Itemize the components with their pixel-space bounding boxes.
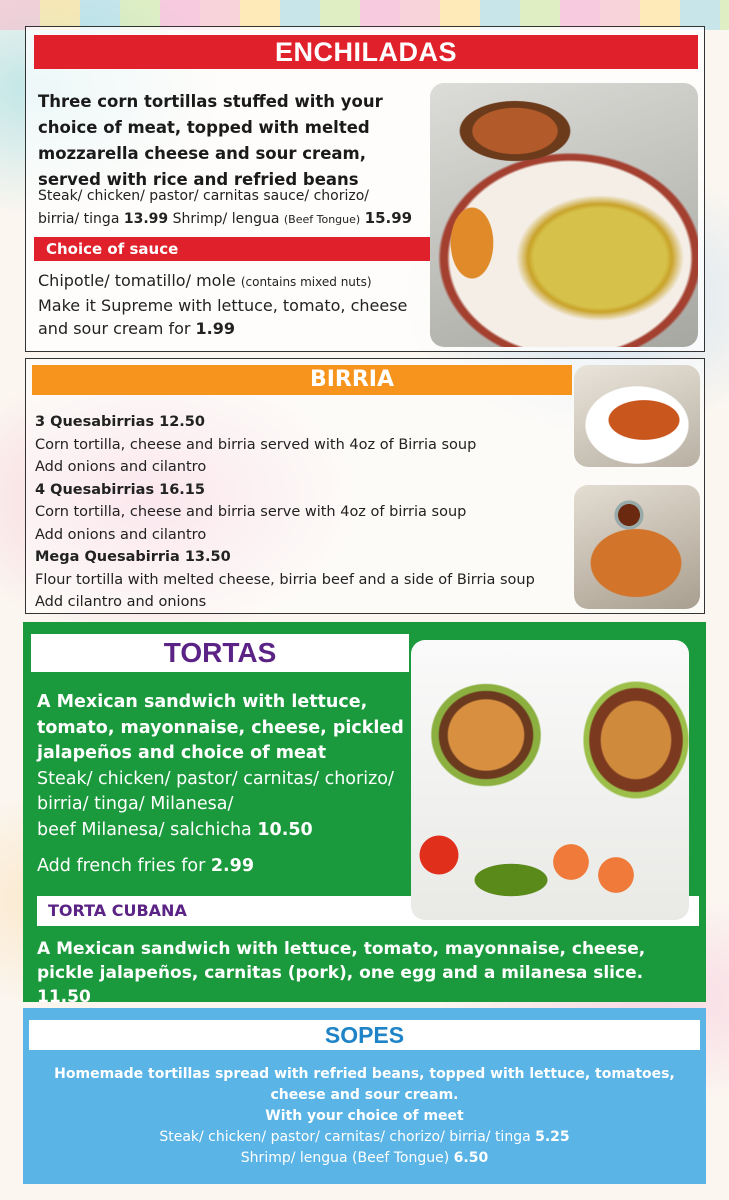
sauce-list: Chipotle/ tomatillo/ mole — [38, 271, 241, 290]
birria-item-extra: Add cilantro and onions — [35, 594, 207, 610]
sauce-options — [38, 269, 438, 340]
enchiladas-price-1: 13.99 — [123, 211, 169, 227]
supreme-text: Make it Supreme with lettuce, tomato, cheese and sour cream for — [38, 296, 408, 338]
sauce-title: Choice of sauce — [34, 237, 432, 261]
sopes-section — [23, 1008, 706, 1184]
tortas-meats-line1: Steak/ chicken/ pastor/ carnitas/ chorizo/ — [37, 768, 394, 789]
torta-cubana-description: A Mexican sandwich with lettuce, tomato, mayonnaise, cheese, pickle jalapeños, carnitas (pork), one egg and a milanesa slice. 11.50 — [37, 939, 646, 1007]
tortas-description: A Mexican sandwich with lettuce, tomato, mayonnaise, cheese, pickled jalapeños and choice of meat — [37, 692, 404, 763]
sopes-line3: With your choice of meet — [265, 1108, 464, 1124]
tortas-meats-line3: beef Milanesa/ salchicha — [37, 819, 258, 840]
enchiladas-meats-line2a: birria/ tinga — [38, 211, 124, 227]
enchiladas-description: Three corn tortillas stuffed with your choice of meat, topped with melted mozzarella cheese and sour cream, served with rice and refried beans — [38, 92, 383, 189]
enchiladas-photo — [430, 83, 698, 347]
enchiladas-meats-line1: Steak/ chicken/ pastor/ carnitas sauce/ chorizo/ — [38, 188, 369, 204]
tortas-section — [23, 622, 706, 1007]
birria-items — [35, 411, 575, 614]
birria-item-name: Mega Quesabirria 13.50 — [35, 549, 231, 565]
birria-item-extra: Add onions and cilantro — [35, 459, 207, 475]
sopes-title: SOPES — [29, 1020, 700, 1050]
mega-quesabirria-photo — [574, 485, 700, 609]
sopes-meats: Steak/ chicken/ pastor/ carnitas/ chorizo/ birria/ tinga — [159, 1129, 536, 1145]
tortas-meats-line2: birria/ tinga/ Milanesa/ — [37, 794, 234, 814]
sopes-price-1: 5.25 — [535, 1129, 570, 1145]
birria-item-desc: Corn tortilla, cheese and birria served with 4oz of Birria soup — [35, 436, 477, 453]
fries-text: Add french fries for — [37, 856, 211, 876]
tortas-title: TORTAS — [31, 634, 409, 672]
sopes-line2: cheese and sour cream. — [270, 1087, 459, 1103]
birria-item-extra: Add onions and cilantro — [35, 526, 207, 543]
tortas-photo — [411, 640, 689, 920]
birria-section — [25, 358, 705, 614]
tortas-price: 10.50 — [257, 819, 313, 840]
sopes-price-2: 6.50 — [453, 1150, 489, 1166]
birria-item-desc: Flour tortilla with melted cheese, birria beef and a side of Birria soup — [35, 571, 535, 588]
torta-cubana-title: TORTA CUBANA — [37, 896, 699, 926]
tortas-description-block — [37, 690, 422, 843]
tortas-fries — [37, 854, 422, 879]
enchiladas-meats-line2b: Shrimp/ lengua — [168, 211, 284, 227]
sopes-meats-2: Shrimp/ lengua (Beef Tongue) — [240, 1150, 454, 1166]
enchiladas-section — [25, 26, 705, 352]
enchiladas-price-2: 15.99 — [364, 209, 413, 227]
birria-item-desc: Corn tortilla, cheese and birria serve with 4oz of birria soup — [35, 504, 467, 520]
nuts-note: (contains mixed nuts) — [240, 275, 372, 289]
quesabirria-photo — [574, 365, 700, 467]
fries-price: 2.99 — [210, 856, 255, 876]
enchiladas-title: ENCHILADAS — [34, 35, 698, 69]
sopes-line1: Homemade tortillas spread with refried beans, topped with lettuce, tomatoes, — [54, 1066, 675, 1082]
birria-item-name: 3 Quesabirrias 12.50 — [35, 414, 205, 430]
enchiladas-beef-note: (Beef Tongue) — [283, 213, 361, 226]
enchiladas-meat-options — [38, 185, 438, 231]
birria-item-name: 4 Quesabirrias 16.15 — [35, 481, 205, 498]
supreme-price: 1.99 — [195, 319, 236, 338]
sopes-description — [33, 1064, 696, 1169]
birria-title: BIRRIA — [32, 365, 572, 395]
